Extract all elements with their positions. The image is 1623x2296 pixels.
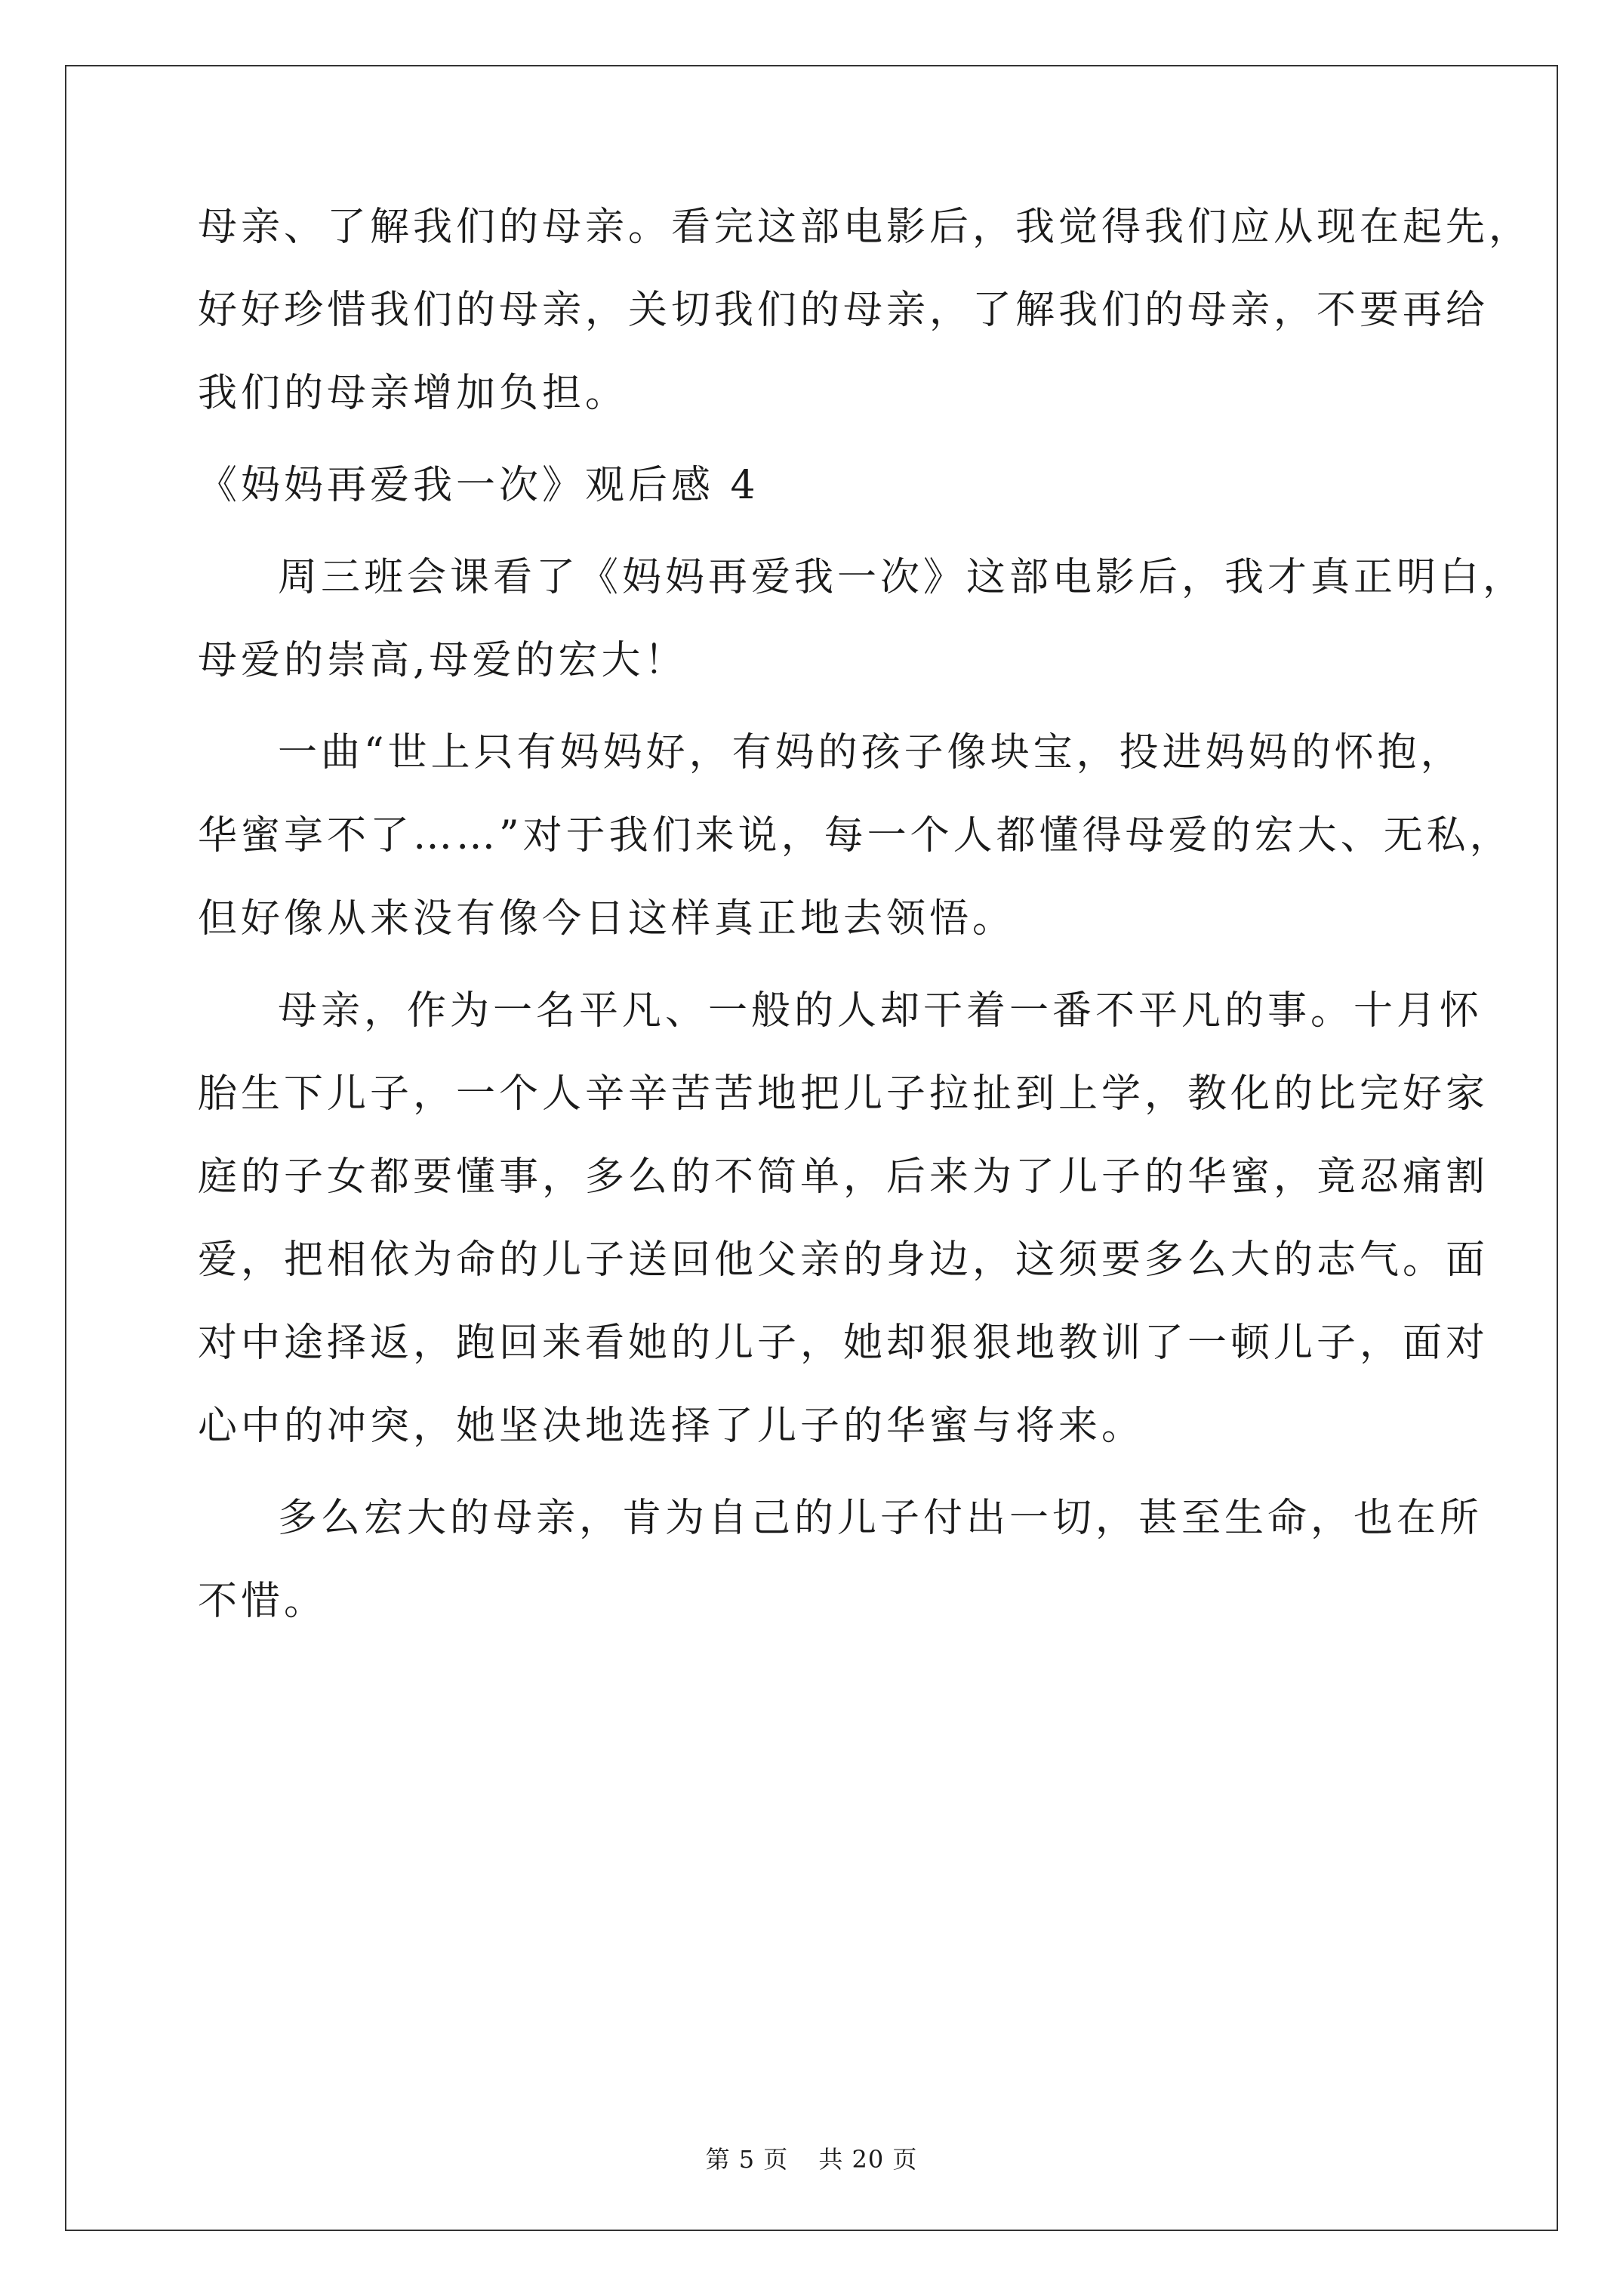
section-heading	[198, 444, 1436, 527]
text-line: 母亲，作为一名平凡、一般的人却干着一番不平凡的事。十月怀	[278, 988, 1483, 1034]
paragraph	[198, 1477, 1483, 1643]
paragraph	[198, 711, 1513, 960]
text-line: 心中的冲突，她坚决地选择了儿子的华蜜与将来。	[198, 1404, 1145, 1449]
text-line: 庭的子女都要懂事，多么的不简单，后来为了儿子的华蜜，竟忍痛割	[198, 1154, 1489, 1200]
page-footer	[0, 2140, 1623, 2175]
text-line: 母爱的崇高,母爱的宏大！	[198, 638, 688, 683]
text-line: 母亲、了解我们的母亲。看完这部电影后，我觉得我们应从现在起先，	[198, 205, 1532, 250]
text-line: 周三班会课看了《妈妈再爱我一次》这部电影后，我才真正明白，	[278, 555, 1526, 600]
text-line: 多么宏大的母亲，肯为自己的儿子付出一切，甚至生命，也在所	[278, 1496, 1483, 1541]
paragraph-continued	[198, 186, 1532, 435]
paragraph	[198, 969, 1489, 1468]
paragraph	[198, 536, 1526, 702]
text-line: 华蜜享不了……”对于我们来说，每一个人都懂得母爱的宏大、无私，	[198, 813, 1513, 858]
text-line: 我们的母亲增加负担。	[198, 371, 629, 416]
text-line: 一曲“世上只有妈妈好，有妈的孩子像块宝，投进妈妈的怀抱，	[278, 730, 1464, 775]
text-line: 对中途择返，跑回来看她的儿子，她却狠狠地教训了一顿儿子，面对	[198, 1321, 1489, 1366]
page-number: 第 5 页	[705, 2145, 789, 2174]
text-line: 爱，把相依为命的儿子送回他父亲的身边，这须要多么大的志气。面	[198, 1237, 1489, 1283]
text-line: 胎生下儿子，一个人辛辛苦苦地把儿子拉扯到上学，教化的比完好家	[198, 1071, 1489, 1117]
page-total: 共 20 页	[818, 2145, 918, 2174]
document-body	[198, 186, 1532, 1643]
text-line: 但好像从来没有像今日这样真正地去领悟。	[198, 896, 1016, 942]
text-line: 不惜。	[198, 1579, 328, 1624]
heading-text: 《妈妈再爱我一次》观后感 4	[198, 463, 759, 508]
text-line: 好好珍惜我们的母亲，关切我们的母亲，了解我们的母亲，不要再给	[198, 288, 1489, 333]
